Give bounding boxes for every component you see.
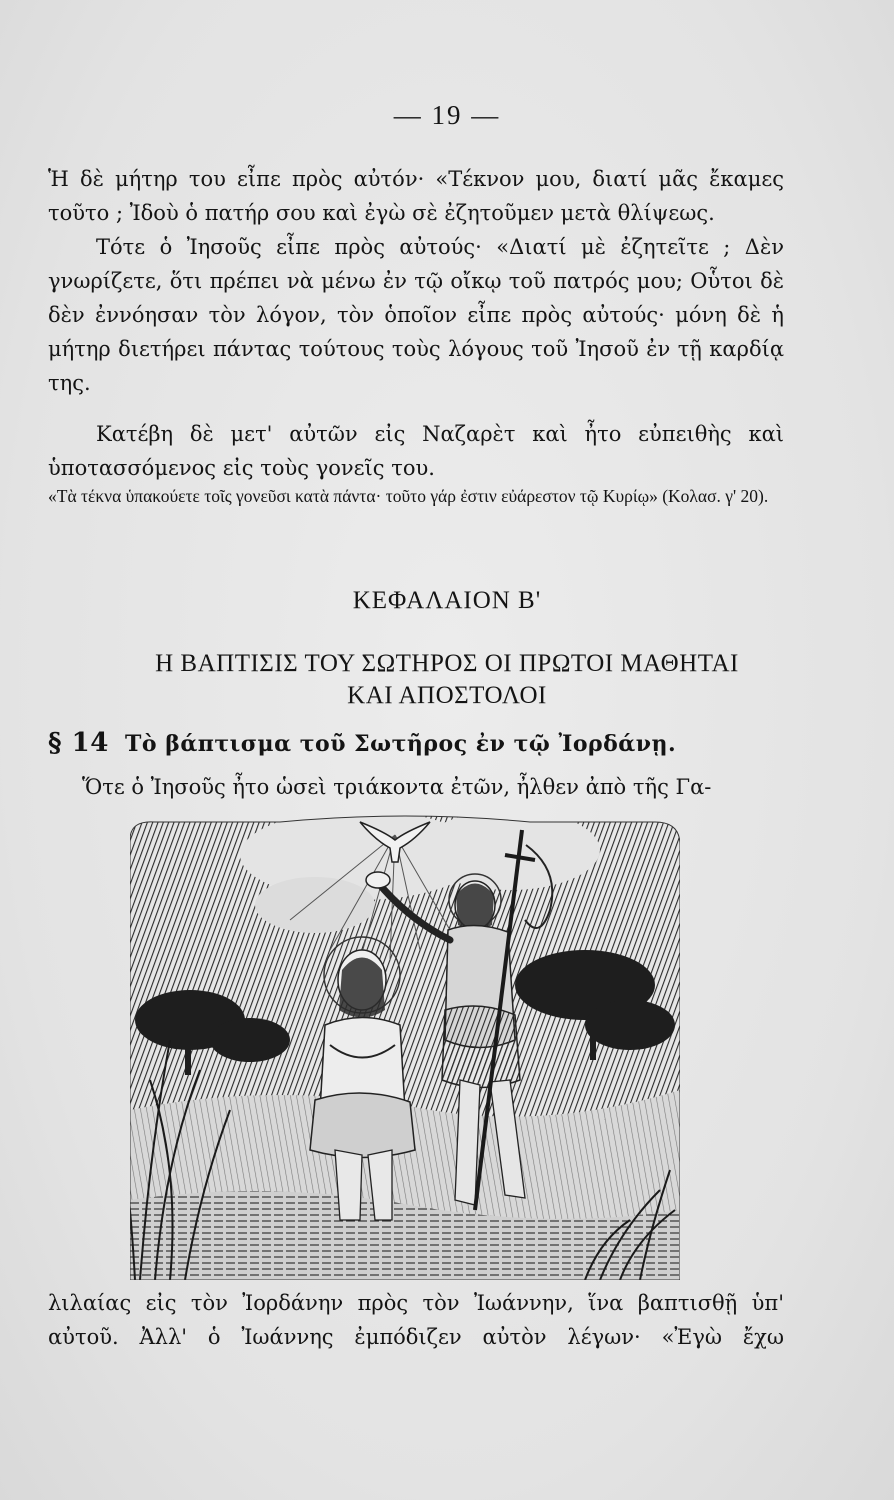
paragraph-nazareth: Κατέβη δὲ μετ' αὐτῶν εἰς Ναζαρὲτ καὶ ἦτο εὐπειθὴς καὶ ὑποτασσόμενος εἰς τοὺς γονεῖς του.: [48, 422, 784, 480]
baptism-engraving: [130, 810, 680, 1280]
chapter-subtitle-line-1: Η ΒΑΠΤΙΣΙΣ ΤΟΥ ΣΩΤΗΡΟΣ ΟΙ ΠΡΩΤΟΙ ΜΑΘΗΤΑΙ: [155, 650, 739, 677]
chapter-title: ΚΕΦΑΛΑΙΟΝ Β': [352, 587, 542, 614]
section-text-continued-1: λιλαίας εἰς τὸν Ἰορδάνην πρὸς τὸν Ἰωάννην, ἵνα βαπτισθῇ ὑπ': [48, 1291, 784, 1315]
scripture-quote: «Τὰ τέκνα ὑπακούετε τοῖς γονεῦσι κατὰ πάντα· τοῦτο γάρ ἐστιν εὐάρεστον τῷ Κυρίῳ» (Κολασ. γ' 20).: [48, 486, 769, 506]
section-heading: [48, 728, 788, 758]
paragraph-jesus-answers: Τότε ὁ Ἰησοῦς εἶπε πρὸς αὐτούς· «Διατί μὲ ἐζητεῖτε ; Δὲν γνωρίζετε, ὅτι πρέπει νὰ μένω ἐν τῷ οἴκῳ τοῦ πατρός μου; Οὗτοι δὲ δὲν ἐννόησαν τὸν λόγον, τὸν ὁποῖον εἶπε πρὸς αὐτούς· μόνη δὲ ἡ μήτηρ διετήρει πάντας τούτους τοὺς λόγους τοῦ Ἰησοῦ ἐν τῇ καρδίᾳ της.: [48, 235, 784, 395]
text-block-top: [48, 162, 784, 400]
text-block-bottom: [48, 1286, 784, 1354]
cloud-small: [255, 877, 375, 933]
chapter-subtitle: [0, 648, 894, 712]
chapter-subtitle-line-2: ΚΑΙ ΑΠΟΣΤΟΛΟΙ: [347, 682, 547, 709]
page-number: — 19 —: [393, 100, 501, 130]
section-text-start: Ὅτε ὁ Ἰησοῦς ἦτο ὡσεὶ τριάκοντα ἐτῶν, ἦλθεν ἀπὸ τῆς Γα-: [82, 775, 712, 799]
paragraph-mother-speaks: Ἡ δὲ μήτηρ του εἶπε πρὸς αὐτόν· «Τέκνον μου, διατί μᾶς ἔκαμες τοῦτο ; Ἰδοὺ ὁ πατήρ σου καὶ ἐγὼ σὲ ἐζητοῦμεν μετὰ θλίψεως.: [48, 167, 784, 225]
section-text-continued-2: αὐτοῦ. Ἀλλ' ὁ Ἰωάννης ἐμπόδιζεν αὐτὸν λέγων· «Ἐγὼ ἔχω: [48, 1325, 784, 1349]
section-title: Τὸ βάπτισμα τοῦ Σωτῆρος ἐν τῷ Ἰορδάνῃ.: [125, 731, 677, 757]
section-number: § 14: [48, 728, 109, 758]
text-block-middle: [48, 417, 784, 485]
